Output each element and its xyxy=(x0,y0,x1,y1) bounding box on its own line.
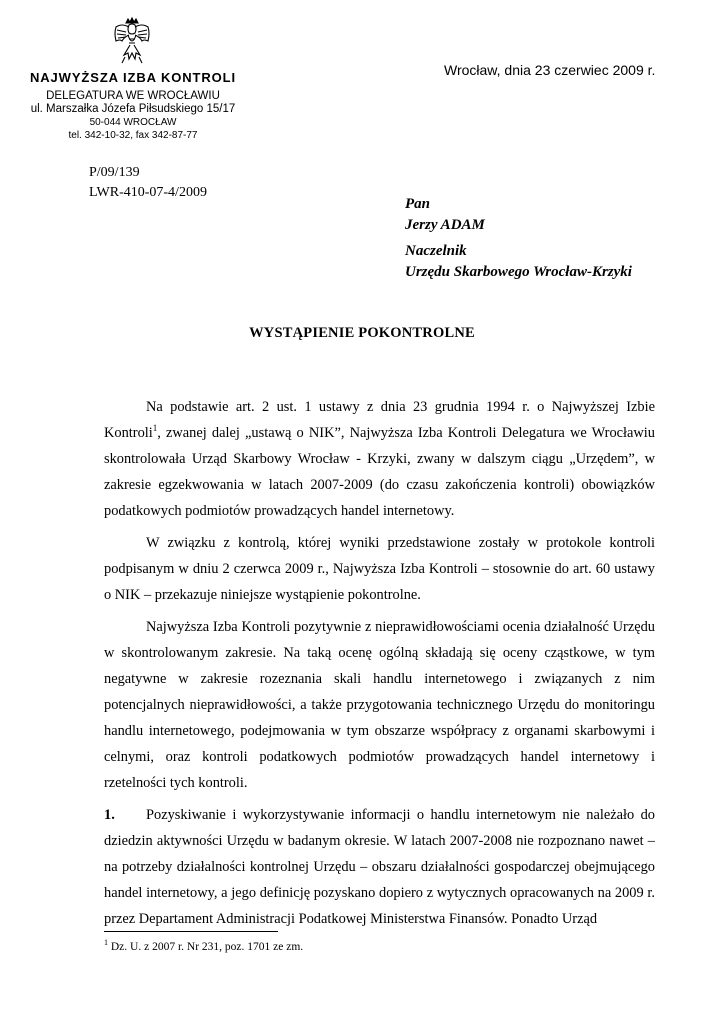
recipient-office: Urzędu Skarbowego Wrocław-Krzyki xyxy=(405,264,632,280)
reference-numbers xyxy=(89,163,207,203)
footnote-mark: 1 xyxy=(104,938,108,947)
organization-name: NAJWYŻSZA IZBA KONTROLI xyxy=(29,70,237,85)
recipient-position: Naczelnik xyxy=(405,243,467,259)
paragraph-1: Na podstawie art. 2 ust. 1 ustawy z dnia 23 grudnia 1994 r. o Najwyższej Izbie Kontroli$^1$, zwanej dalej „ustawą o NIK”, Najwyższa Izba Kontroli Delegatura we Wrocławiu skontrolowała Urząd Skarbowy Wrocław - Krzyki, zwany w dalszym ciągu „Urzędem”, w zakresie egzekwowania w latach 2007-2009 (do czasu zakończenia kontroli) obowiązków podatkowych podmiotów prowadzących handel internetowy. xyxy=(104,399,655,519)
document-title: WYSTĄPIENIE POKONTROLNE xyxy=(249,325,475,341)
delegation-name: DELEGATURA WE WROCŁAWIU xyxy=(46,90,220,102)
item-number: 1. xyxy=(104,807,115,823)
footnote xyxy=(104,938,303,953)
paragraph-3: Najwyższa Izba Kontroli pozytywnie z nieprawidłowościami ocenia działalność Urzędu w skontrolowanym zakresie. Na taką ocenę ogólną składają się oceny cząstkowe, w tym negatywne w zakresie rozeznania skali handlu internetowego i związanych z nim potencjalnych nieprawidłowości, a także przygotowania technicznego Urzędu do monitoringu handlu internetowego, podejmowania w tym obszarze współpracy z organami skarbowymi i celnymi, oraz kontroli podatkowych podmiotów prowadzących handel internetowy i rzetelności tych kontroli. xyxy=(104,619,655,791)
paragraph-2: W związku z kontrolą, której wyniki przedstawione zostały w protokole kontroli podpisanym w dniu 2 czerwca 2009 r., Najwyższa Izba Kontroli – stosownie do art. 60 ustawy o NIK – przekazuje niniejsze wystąpienie pokontrolne. xyxy=(104,535,655,603)
phone-fax: tel. 342-10-32, fax 342-87-77 xyxy=(68,130,198,141)
reference-number: P/09/139 xyxy=(89,165,140,180)
street-address: ul. Marszałka Józefa Piłsudskiego 15/17 xyxy=(30,103,236,115)
place-and-date: Wrocław, dnia 23 czerwiec 2009 r. xyxy=(444,62,656,78)
reference-number: LWR-410-07-4/2009 xyxy=(89,185,207,200)
footnote-reference: 1 xyxy=(152,423,158,434)
recipient-salutation: Pan xyxy=(405,196,431,212)
eagle-emblem-icon xyxy=(112,15,152,67)
footnote-text: Dz. U. z 2007 r. Nr 231, poz. 1701 ze zm. xyxy=(108,940,304,953)
recipient-block xyxy=(405,194,632,283)
numbered-item-1: 1. Pozyskiwanie i wykorzystywanie informacji o handlu internetowym nie należało do dziedzin aktywności Urzędu w badanym okresie. W latach 2007-2008 nie rozpoznano nawet – na potrzeby działalności kontrolnej Urzędu – obszaru działalności gospodarczej obejmującego handel internetowy, a jego definicję pozyskano dopiero z wytycznych opracowanych na 2009 r. przez Departament Administracji Podatkowej Ministerstwa Finansów. Ponadto Urząd xyxy=(104,802,655,932)
footnote-divider xyxy=(104,931,278,932)
postal-address: 50-044 WROCŁAW xyxy=(89,117,177,128)
document-body xyxy=(104,394,655,938)
organization-address xyxy=(0,90,266,142)
recipient-name: Jerzy ADAM xyxy=(405,217,485,233)
